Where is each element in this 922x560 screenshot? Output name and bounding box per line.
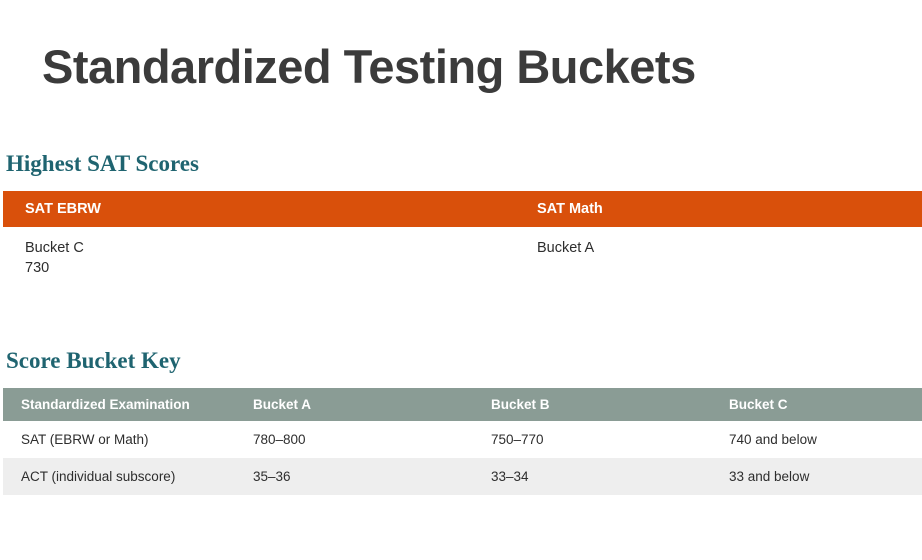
table-row [3, 421, 922, 458]
sat-ebrw-bucket: Bucket C [25, 240, 84, 257]
table-row [3, 458, 922, 495]
table-header-row [3, 191, 922, 227]
score-bucket-key-section [0, 348, 922, 495]
cell-bucket-a: 35–36 [235, 458, 473, 495]
table-row [3, 227, 922, 292]
score-bucket-key-table [3, 388, 922, 495]
table-header [3, 191, 922, 227]
column-header-sat-ebrw: SAT EBRW [3, 191, 517, 227]
column-header-bucket-b: Bucket B [473, 388, 711, 421]
cell-exam: ACT (individual subscore) [3, 458, 235, 495]
table-header [3, 388, 922, 421]
column-header-exam: Standardized Examination [3, 388, 235, 421]
table-body [3, 227, 922, 292]
cell-sat-math [517, 227, 922, 292]
sat-math-bucket: Bucket A [537, 240, 595, 257]
column-header-bucket-c: Bucket C [711, 388, 922, 421]
cell-exam: SAT (EBRW or Math) [3, 421, 235, 458]
column-header-bucket-a: Bucket A [235, 388, 473, 421]
cell-bucket-b: 33–34 [473, 458, 711, 495]
table-body [3, 421, 922, 495]
highest-sat-scores-table [3, 191, 922, 292]
cell-bucket-c: 33 and below [711, 458, 922, 495]
cell-bucket-b: 750–770 [473, 421, 711, 458]
cell-sat-ebrw [3, 227, 517, 292]
section-heading-sat: Highest SAT Scores [6, 151, 199, 177]
cell-bucket-a: 780–800 [235, 421, 473, 458]
cell-bucket-c: 740 and below [711, 421, 922, 458]
highest-sat-scores-section [0, 151, 922, 292]
column-header-sat-math: SAT Math [517, 191, 922, 227]
table-header-row [3, 388, 922, 421]
page-title: Standardized Testing Buckets [42, 40, 696, 93]
sat-ebrw-score: 730 [25, 259, 50, 276]
section-heading-key: Score Bucket Key [6, 348, 181, 374]
